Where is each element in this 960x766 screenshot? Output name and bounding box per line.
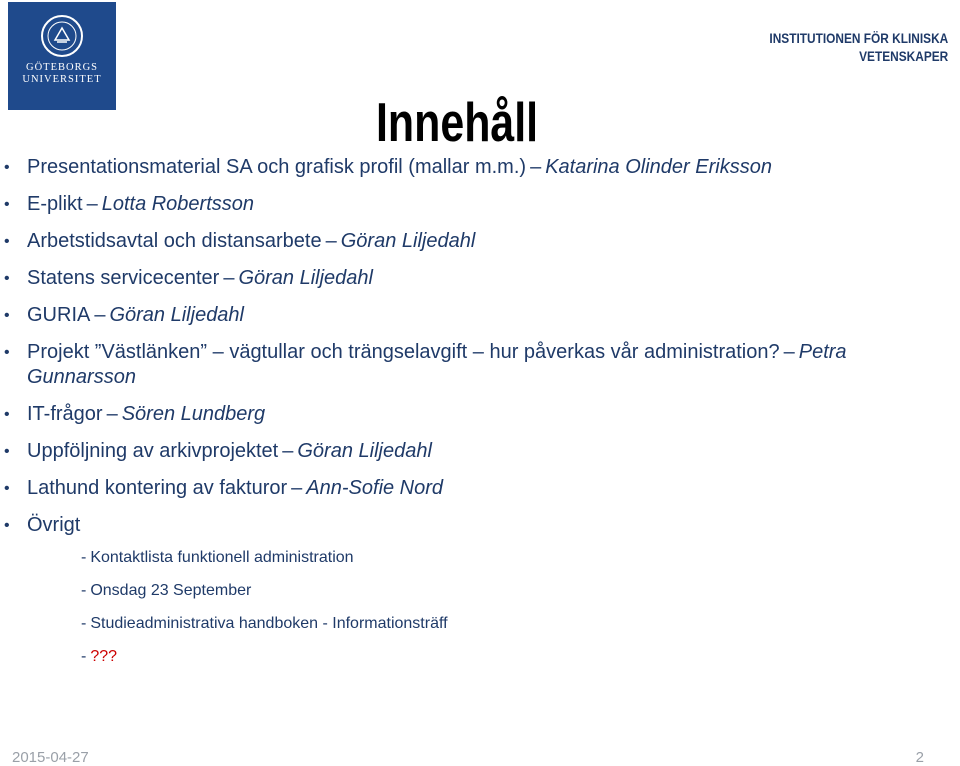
agenda-item-person: Göran Liljedahl	[297, 440, 432, 462]
agenda-item-person: Sören Lundberg	[121, 403, 266, 425]
sub-item	[27, 581, 860, 601]
sub-item-text: Kontaktlista funktionell administration	[90, 549, 354, 566]
sub-item	[27, 614, 860, 634]
agenda-separator: –	[783, 341, 795, 363]
agenda-item-person: Göran Liljedahl	[109, 304, 244, 326]
agenda-separator: –	[291, 477, 303, 499]
agenda-item-text: IT-frågor	[27, 403, 103, 425]
agenda-item-text: Presentationsmaterial SA och grafisk profil (mallar m.m.)	[27, 156, 527, 178]
agenda-item-text: Arbetstidsavtal och distansarbete	[27, 230, 322, 252]
agenda-item-text: E-plikt	[27, 193, 83, 215]
agenda-separator: –	[106, 403, 118, 425]
agenda-separator: –	[325, 230, 337, 252]
agenda-item	[0, 303, 860, 328]
agenda-item	[0, 476, 860, 501]
sub-item	[27, 548, 860, 568]
institution-line-1: INSTITUTIONEN FÖR KLINISKA	[769, 31, 948, 46]
agenda-item-text: GURIA	[27, 304, 91, 326]
agenda-item-person: Göran Liljedahl	[238, 267, 373, 289]
institution-line-2: VETENSKAPER	[858, 49, 948, 64]
agenda-item-person: Katarina Olinder Eriksson	[545, 156, 772, 178]
university-logo	[8, 2, 116, 110]
sub-item-dash: -	[81, 549, 87, 566]
sub-item-text: Onsdag 23 September	[90, 582, 252, 599]
sub-item-dash: -	[81, 615, 87, 632]
agenda-item-person: Lotta Robertsson	[101, 193, 255, 215]
footer-date: 2015-04-27	[12, 749, 89, 766]
agenda-separator: –	[86, 193, 98, 215]
agenda-item-text: Statens servicecenter	[27, 267, 220, 289]
agenda-item	[0, 155, 860, 180]
agenda-separator: –	[223, 267, 235, 289]
agenda-item-ovrigt	[0, 513, 860, 667]
institution-header	[769, 30, 948, 66]
agenda-item-text: Uppföljning av arkivprojektet	[27, 440, 279, 462]
sub-item-dash: -	[81, 648, 87, 665]
agenda-item-person: Petra Gunnarsson	[27, 341, 847, 388]
agenda-item-text: Lathund kontering av fakturor	[27, 477, 288, 499]
agenda-item	[0, 402, 860, 427]
agenda-item-person: Göran Liljedahl	[340, 230, 476, 252]
slide-title: Innehåll	[376, 91, 539, 153]
logo-text-line-2: UNIVERSITET	[22, 74, 102, 85]
logo-text-line-1: GÖTEBORGS	[25, 62, 98, 73]
agenda-separator: –	[530, 156, 542, 178]
agenda-separator: –	[94, 304, 106, 326]
agenda-item	[0, 229, 860, 254]
agenda-item-text: Övrigt	[27, 514, 81, 536]
agenda-list	[0, 155, 860, 680]
agenda-item	[0, 192, 860, 217]
sub-item-unknown	[27, 647, 860, 667]
agenda-item-text: Projekt ”Västlänken” – vägtullar och trängselavgift – hur påverkas vår administration?	[27, 341, 780, 363]
agenda-separator: –	[282, 440, 294, 462]
agenda-item-person: Ann-Sofie Nord	[306, 477, 444, 499]
ovrigt-sub-list	[27, 548, 860, 667]
agenda-item	[0, 439, 860, 464]
sub-item-question-marks: ???	[90, 648, 118, 665]
university-seal-icon	[40, 14, 84, 58]
agenda-item	[0, 266, 860, 291]
sub-item-text: Studieadministrativa handboken - Informationsträff	[90, 615, 448, 632]
sub-item-dash: -	[81, 582, 87, 599]
agenda-item	[0, 340, 860, 390]
page-number: 2	[915, 749, 924, 766]
